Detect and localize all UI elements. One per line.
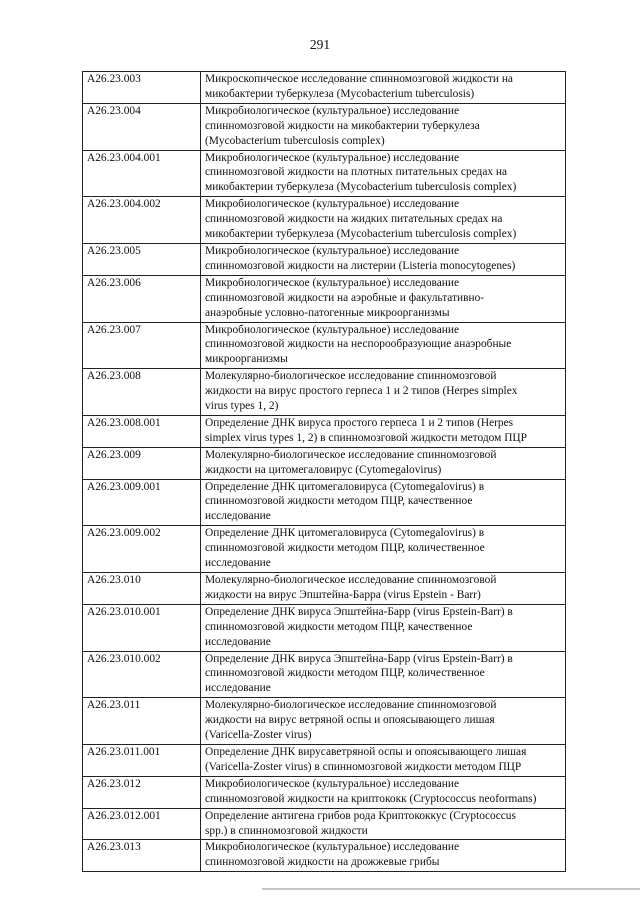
description-line: Микробиологическое (культуральное) исследование xyxy=(205,841,460,854)
description-line: virus types 1, 2) xyxy=(205,400,279,413)
service-description xyxy=(201,698,566,745)
description-line: жидкости на вирус Эпштейна-Барра (virus Epstein - Barr) xyxy=(205,588,481,601)
service-description xyxy=(201,197,566,244)
description-line: Микробиологическое (культуральное) исследование xyxy=(205,777,460,790)
description-line: Микробиологическое (культуральное) исследование xyxy=(205,244,460,257)
service-description xyxy=(201,776,566,808)
description-line: Молекулярно-биологическое исследование спинномозговой xyxy=(205,448,497,461)
service-description xyxy=(201,150,566,197)
service-description xyxy=(201,447,566,479)
description-line: Определение ДНК вируса простого герпеса 1 и 2 типов (Herpes xyxy=(205,416,514,429)
description-line: исследование xyxy=(205,635,271,648)
service-code: A26.23.009.001 xyxy=(83,479,201,526)
description-line: спинномозговой жидкости методом ПЦР, качественное xyxy=(205,620,473,633)
description-line: spp.) в спинномозговой жидкости xyxy=(205,824,368,837)
service-description xyxy=(201,72,566,104)
service-code: A26.23.011.001 xyxy=(83,744,201,776)
description-line: спинномозговой жидкости на плотных питательных средах на xyxy=(205,166,508,179)
table-row xyxy=(83,415,566,447)
description-line: микобактерии туберкулеза (Mycobacterium tuberculosis) xyxy=(205,87,475,100)
description-line: жидкости на вирус ветряной оспы и опоясывающего лишая xyxy=(205,714,495,727)
description-line: исследование xyxy=(205,682,271,695)
service-description xyxy=(201,573,566,605)
description-line: Определение ДНК цитомегаловируса (Cytomegalovirus) в xyxy=(205,527,485,540)
table-row xyxy=(83,103,566,150)
table-row xyxy=(83,744,566,776)
description-line: Микроскопическое исследование спинномозговой жидкости на xyxy=(205,73,513,85)
description-line: Определение ДНК цитомегаловируса (Cytomegalovirus) в xyxy=(205,480,485,493)
table-row xyxy=(83,447,566,479)
description-line: анаэробные условно-патогенные микроорганизмы xyxy=(205,306,450,319)
service-code: A26.23.009 xyxy=(83,447,201,479)
description-line: Молекулярно-биологическое исследование спинномозговой xyxy=(205,370,497,383)
description-line: спинномозговой жидкости на неспорообразующие анаэробные xyxy=(205,338,512,351)
service-description xyxy=(201,103,566,150)
table-row xyxy=(83,808,566,840)
service-code: A26.23.008 xyxy=(83,369,201,416)
service-description xyxy=(201,275,566,322)
description-line: спинномозговой жидкости методом ПЦР, количественное xyxy=(205,667,485,680)
description-line: спинномозговой жидкости на листерии (Listeria monocytogenes) xyxy=(205,259,516,272)
service-description xyxy=(201,744,566,776)
description-line: спинномозговой жидкости методом ПЦР, качественное xyxy=(205,495,473,508)
service-description xyxy=(201,604,566,651)
scan-edge-shadow xyxy=(262,888,640,890)
service-code: A26.23.004 xyxy=(83,103,201,150)
service-description xyxy=(201,243,566,275)
description-line: Определение антигена грибов рода Криптококкус (Cryptococcus xyxy=(205,809,516,822)
table-body xyxy=(83,72,566,872)
description-line: simplex virus types 1, 2) в спинномозговой жидкости методом ПЦР xyxy=(205,431,527,444)
service-description xyxy=(201,369,566,416)
service-codes-table xyxy=(82,71,566,872)
description-line: Молекулярно-биологическое исследование спинномозговой xyxy=(205,699,497,712)
service-code: A26.23.010 xyxy=(83,573,201,605)
description-line: спинномозговой жидкости на жидких питательных средах на xyxy=(205,213,503,226)
description-line: жидкости на вирус простого герпеса 1 и 2 типов (Herpes simplex xyxy=(205,385,518,398)
page-number: 291 xyxy=(309,37,331,52)
table-row xyxy=(83,322,566,369)
service-code: A26.23.006 xyxy=(83,275,201,322)
description-line: Молекулярно-биологическое исследование спинномозговой xyxy=(205,574,497,586)
service-description xyxy=(201,840,566,872)
service-description xyxy=(201,651,566,698)
service-code: A26.23.008.001 xyxy=(83,415,201,447)
description-line: спинномозговой жидкости на микобактерии туберкулеза xyxy=(205,119,480,132)
table-row xyxy=(83,526,566,573)
table-row xyxy=(83,72,566,104)
description-line: Определение ДНК вируса Эпштейна-Барр (virus Epstein-Barr) в xyxy=(205,605,513,618)
description-line: Определение ДНК вируса Эпштейна-Барр (virus Epstein-Barr) в xyxy=(205,652,513,665)
service-code: A26.23.010.001 xyxy=(83,604,201,651)
table-row xyxy=(83,651,566,698)
service-code: A26.23.005 xyxy=(83,243,201,275)
description-line: спинномозговой жидкости на дрожжевые грибы xyxy=(205,856,440,869)
table-row xyxy=(83,776,566,808)
service-code: A26.23.004.001 xyxy=(83,150,201,197)
description-line: (Varicella-Zoster virus) в спинномозговой жидкости методом ПЦР xyxy=(205,760,522,773)
service-code: A26.23.009.002 xyxy=(83,526,201,573)
description-line: спинномозговой жидкости на криптококк (Cryptococcus neoformans) xyxy=(205,792,537,805)
service-description xyxy=(201,322,566,369)
service-description xyxy=(201,808,566,840)
table-row xyxy=(83,840,566,872)
table-row xyxy=(83,573,566,605)
description-line: (Varicella-Zoster virus) xyxy=(205,729,312,742)
description-line: микобактерии туберкулеза (Mycobacterium tuberculosis complex) xyxy=(205,181,517,194)
description-line: (Mycobacterium tuberculosis complex) xyxy=(205,134,385,147)
description-line: Микробиологическое (культуральное) исследование xyxy=(205,104,460,117)
description-line: Определение ДНК вирусаветряной оспы и опоясывающего лишая xyxy=(205,745,527,758)
service-code: A26.23.012 xyxy=(83,776,201,808)
description-line: Микробиологическое (культуральное) исследование xyxy=(205,276,460,289)
description-line: спинномозговой жидкости на аэробные и факультативно- xyxy=(205,291,485,304)
table-row xyxy=(83,197,566,244)
table-row xyxy=(83,479,566,526)
service-code: A26.23.004.002 xyxy=(83,197,201,244)
service-description xyxy=(201,415,566,447)
service-code: A26.23.011 xyxy=(83,698,201,745)
table-row xyxy=(83,243,566,275)
table-row xyxy=(83,698,566,745)
service-code: A26.23.010.002 xyxy=(83,651,201,698)
table-row xyxy=(83,275,566,322)
service-description xyxy=(201,479,566,526)
description-line: Микробиологическое (культуральное) исследование xyxy=(205,323,460,336)
description-line: Микробиологическое (культуральное) исследование xyxy=(205,151,460,164)
description-line: микобактерии туберкулеза (Mycobacterium tuberculosis complex) xyxy=(205,228,517,241)
description-line: исследование xyxy=(205,557,271,570)
description-line: исследование xyxy=(205,510,271,523)
table-row xyxy=(83,369,566,416)
description-line: жидкости на цитомегаловирус (Cytomegalovirus) xyxy=(205,463,442,476)
service-code: A26.23.013 xyxy=(83,840,201,872)
description-line: Микробиологическое (культуральное) исследование xyxy=(205,198,460,211)
table-row xyxy=(83,150,566,197)
description-line: микроорганизмы xyxy=(205,353,288,366)
service-code: A26.23.007 xyxy=(83,322,201,369)
service-code: A26.23.003 xyxy=(83,72,201,104)
service-description xyxy=(201,526,566,573)
description-line: спинномозговой жидкости методом ПЦР, количественное xyxy=(205,542,485,555)
table-row xyxy=(83,604,566,651)
service-code: A26.23.012.001 xyxy=(83,808,201,840)
